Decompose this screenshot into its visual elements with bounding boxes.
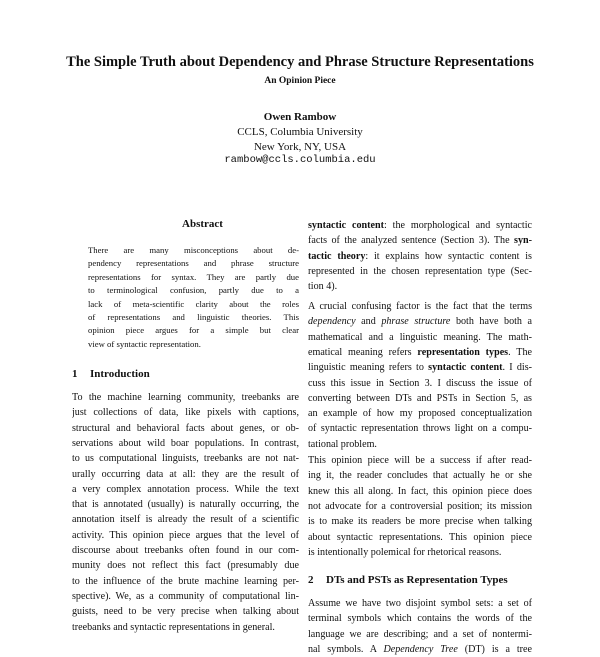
- body-line: of syntactic representation throws light on a compu-: [308, 423, 532, 435]
- abstract-line: There are many misconceptions about de-: [88, 245, 299, 255]
- abstract-line: pendency representations and phrase structure: [88, 258, 299, 269]
- abstract-line: of representations and linguistic theories. This: [88, 312, 299, 322]
- author-affiliation: CCLS, Columbia University: [237, 126, 363, 138]
- body-line: mathematical and a linguistic meaning. The math-: [308, 331, 532, 343]
- term-dependency: dependency: [308, 316, 356, 328]
- text-run: : the morphological and syntactic: [383, 220, 532, 231]
- body-line: [308, 642, 532, 657]
- body-line: tational problem.: [308, 438, 377, 450]
- term-syntactic-theory: syn-: [514, 235, 532, 247]
- text-run: and: [355, 316, 382, 328]
- author-location: New York, NY, USA: [253, 141, 347, 153]
- body-line: This opinion piece will be a success if after read-: [308, 455, 532, 466]
- body-line: munity does not reflect this fact (presumably due: [72, 560, 299, 572]
- abstract-line: lack of meta-scientific clarity about the roles: [88, 298, 299, 309]
- text-run: both have both a: [450, 316, 532, 328]
- body-line: treebanks and syntactic representations in general.: [72, 621, 275, 633]
- body-line: knew this all along. In fact, this opinion piece does: [308, 485, 532, 497]
- body-line: structural and behavioral facts about genes, or ob-: [72, 422, 299, 434]
- body-line: [308, 233, 532, 248]
- author-name: Owen Rambow: [263, 111, 337, 123]
- body-line: terminal symbols which contains the words of the: [308, 613, 532, 625]
- text-run: . I dis-: [502, 362, 532, 374]
- body-line: just collections of data, like pixels with captions,: [72, 407, 299, 419]
- body-line: tion 4).: [308, 281, 338, 293]
- body-line: cuss this issue in Section 3. I discuss the issue of: [308, 377, 532, 389]
- body-line: that is annotated (usually) is naturally occurring, the: [72, 499, 299, 511]
- term-dependency-tree: Dependency Tree: [383, 643, 458, 655]
- body-line: to us computational linguists, treebanks are not nat-: [72, 453, 299, 465]
- body-line: annotation itself is already the result of a scientific: [72, 514, 299, 526]
- section-number: 1: [72, 368, 78, 380]
- body-line: To the machine learning community, treebanks are: [72, 392, 299, 403]
- term-phrase-structure: phrase structure: [381, 316, 451, 328]
- abstract-line: to terminological confusion, partly due to a: [88, 285, 299, 296]
- body-line: a very complex annotation process. While the text: [72, 483, 299, 495]
- body-line: represented in the chosen representation type (Sec-: [308, 265, 532, 277]
- section-title: DTs and PSTs as Representation Types: [326, 574, 508, 586]
- body-line: spective). We, as a community of computational lin-: [72, 590, 299, 602]
- term-syntactic-content: syntactic content: [308, 220, 384, 231]
- text-run: ematical meaning refers: [308, 346, 418, 358]
- body-line: is to make its readers be more precise when talking: [308, 516, 532, 528]
- body-line: Assume we have two disjoint symbol sets: a set of: [308, 598, 532, 609]
- abstract-line: representations for syntax. They are partly due: [88, 271, 299, 282]
- text-run: (DT) is a tree: [457, 643, 532, 655]
- text-run: . The: [508, 346, 532, 358]
- abstract-heading: Abstract: [182, 218, 223, 230]
- text-run: nal symbols. A: [308, 643, 384, 655]
- term-syntactic-theory: tactic theory: [308, 250, 366, 262]
- body-line: is intentionally polemical for rhetorical reasons.: [308, 546, 502, 558]
- abstract-line: view of syntactic representation.: [88, 338, 201, 349]
- body-line: servations about wild boar populations. In contrast,: [72, 437, 299, 449]
- section-2-heading: [308, 574, 508, 586]
- body-line: ing it, the reader concludes that actually he or she: [308, 470, 532, 482]
- section-title: Introduction: [90, 368, 150, 380]
- section-1-heading: [72, 368, 150, 380]
- body-line: activity. This opinion piece argues that the level of: [72, 529, 299, 541]
- term-representation-types: representation types: [417, 346, 509, 358]
- body-line: to the influence of the brute machine learning per-: [72, 575, 299, 587]
- body-line: [308, 345, 532, 360]
- body-line: discourse about treebanks often found in our com-: [72, 545, 299, 556]
- body-line: [308, 249, 532, 264]
- text-run: linguistic meaning refers to: [308, 362, 429, 374]
- section-number: 2: [308, 574, 314, 586]
- body-line: an example of how my proposed conceptualization: [308, 408, 532, 420]
- body-line: not advocate for a controversial position; its mission: [308, 500, 532, 512]
- body-line: [308, 218, 532, 233]
- body-line: about syntactic representations. This opinion piece: [308, 531, 532, 543]
- paper-subtitle: An Opinion Piece: [264, 76, 336, 86]
- body-line: converting between DTs and PSTs in Section 5, as: [308, 392, 532, 404]
- text-run: : it explains how syntactic content is: [365, 250, 532, 262]
- body-line: [308, 360, 532, 375]
- body-line: language we are describing; and a set of nontermi-: [308, 628, 532, 640]
- body-line: guists, need to be very precise when talking about: [72, 606, 299, 618]
- term-syntactic-content: syntactic content: [428, 362, 503, 374]
- body-line: A crucial confusing factor is the fact that the terms: [308, 301, 532, 312]
- body-line: urally occurring data at all: they are the result of: [72, 468, 299, 480]
- author-email: rambow@ccls.columbia.edu: [224, 154, 376, 166]
- paper-title: The Simple Truth about Dependency and Phrase Structure Representations: [66, 54, 534, 70]
- text-run: facts of the analyzed sentence (Section 3). The: [308, 235, 515, 247]
- body-line: [308, 314, 532, 329]
- abstract-line: opinion piece argues for a simple but clear: [88, 325, 299, 336]
